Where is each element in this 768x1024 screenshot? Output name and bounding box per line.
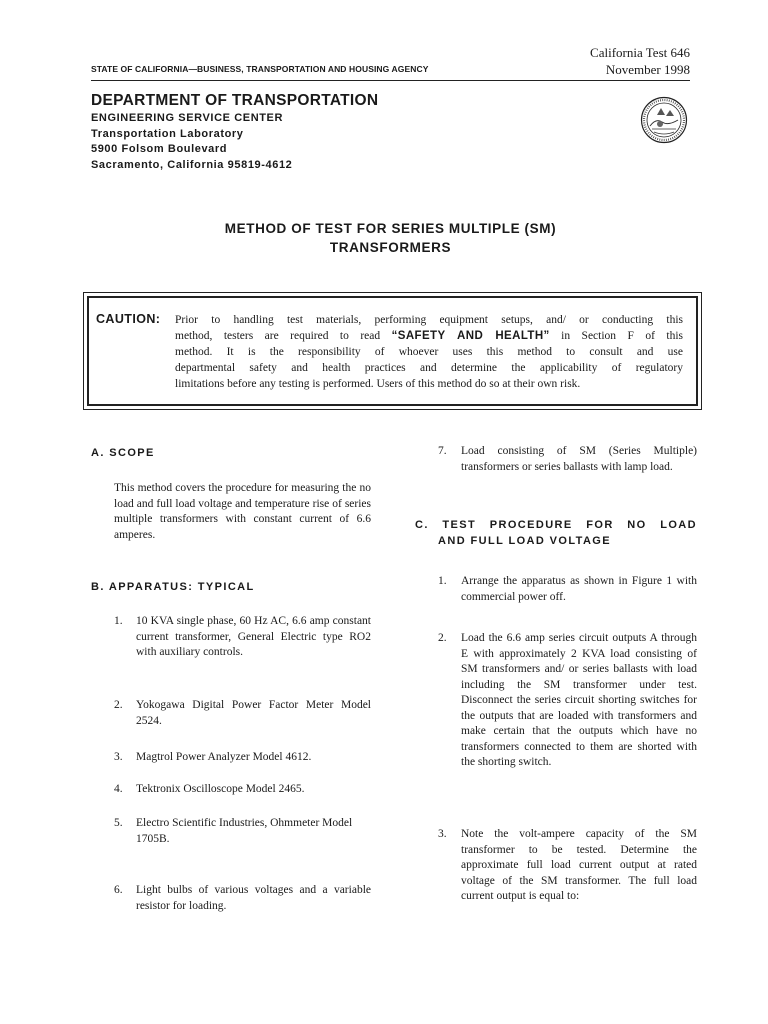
section-c-heading-line-2: AND FULL LOAD VOLTAGE <box>438 535 612 547</box>
list-item-number: 6. <box>114 884 123 896</box>
caution-line: departmental safety and health practices and determine the applicability of regulatory <box>175 362 683 374</box>
list-item-number: 3. <box>114 751 123 763</box>
dept-line: Transportation Laboratory <box>91 127 244 140</box>
test-number-block <box>580 44 690 78</box>
dept-line: ENGINEERING SERVICE CENTER <box>91 112 284 124</box>
agency-line: STATE OF CALIFORNIA—BUSINESS, TRANSPORTATION AND HOUSING AGENCY <box>91 64 429 74</box>
document-title <box>91 219 690 257</box>
section-a-heading: A. SCOPE <box>91 447 155 459</box>
publication-date: November 1998 <box>605 62 690 77</box>
section-b-heading: B. APPARATUS: TYPICAL <box>91 581 255 593</box>
state-seal-icon <box>640 96 688 144</box>
caution-text-segment: method, testers are required to read <box>175 330 392 342</box>
caution-line: Prior to handling test materials, performing equipment setups, and/ or conducting this <box>175 314 683 326</box>
list-item-number: 1. <box>114 615 123 627</box>
caution-label: CAUTION: <box>96 312 161 326</box>
procedure-step: Note the volt-ampere capacity of the SM transformer to be tested. Determine the approximate full load current output at rated voltage of the SM transformer. The full load current output is equal to: <box>461 828 697 902</box>
list-item-number: 2. <box>114 699 123 711</box>
list-item-number: 2. <box>438 632 447 644</box>
safety-and-health-reference: “SAFETY AND HEALTH” <box>391 330 550 342</box>
header-rule <box>91 80 690 81</box>
section-a-body: This method covers the procedure for measuring the no load and full load voltage and temperature rise of series multiple transformers with constant current of 6.6 amperes. <box>114 482 371 541</box>
procedure-step: Load the 6.6 amp series circuit outputs A through E with approximately 2 KVA load consisting of SM transformers and/ or series ballasts with load including the SM transformer under test. Disconnect the series circuit shorting switches for the outputs that are loaded with transformers and make certain that the outputs which have no transformers connected to them are shorted with the shorting switch. <box>461 632 697 768</box>
caution-line: method. It is the responsibility of whoever uses this method to consult and use <box>175 346 683 358</box>
department-address <box>91 111 292 173</box>
list-item-number: 7. <box>438 445 447 457</box>
list-item-number: 3. <box>438 828 447 840</box>
title-line-2: TRANSFORMERS <box>329 240 452 255</box>
department-name: DEPARTMENT OF TRANSPORTATION <box>91 92 379 109</box>
caution-text <box>175 312 683 392</box>
apparatus-item: Tektronix Oscilloscope Model 2465. <box>136 783 305 795</box>
list-item-number: 1. <box>438 575 447 587</box>
dept-line: 5900 Folsom Boulevard <box>91 143 228 155</box>
apparatus-item: Magtrol Power Analyzer Model 4612. <box>136 751 312 763</box>
caution-line <box>175 328 683 344</box>
apparatus-item: Yokogawa Digital Power Factor Meter Model 2524. <box>136 699 371 727</box>
caution-line: limitations before any testing is performed. Users of this method do so at their own risk. <box>175 378 581 390</box>
test-number: California Test 646 <box>590 45 690 60</box>
title-line-1: METHOD OF TEST FOR SERIES MULTIPLE (SM) <box>224 221 557 236</box>
apparatus-item: 10 KVA single phase, 60 Hz AC, 6.6 amp constant current transformer, General Electric type RO2 with auxiliary controls. <box>136 615 371 658</box>
apparatus-item: Load consisting of SM (Series Multiple) transformers or series ballasts with lamp load. <box>461 445 697 473</box>
apparatus-item: Light bulbs of various voltages and a variable resistor for loading. <box>136 884 371 912</box>
list-item-number: 4. <box>114 783 123 795</box>
section-c-heading-line-1: C. TEST PROCEDURE FOR NO LOAD <box>415 519 697 531</box>
apparatus-item: Electro Scientific Industries, Ohmmeter Model 1705B. <box>136 817 353 845</box>
caution-text-segment: in Section F of this <box>549 330 684 342</box>
list-item-number: 5. <box>114 817 123 829</box>
dept-line: Sacramento, California 95819-4612 <box>91 158 293 171</box>
procedure-step: Arrange the apparatus as shown in Figure 1 with commercial power off. <box>461 575 697 603</box>
